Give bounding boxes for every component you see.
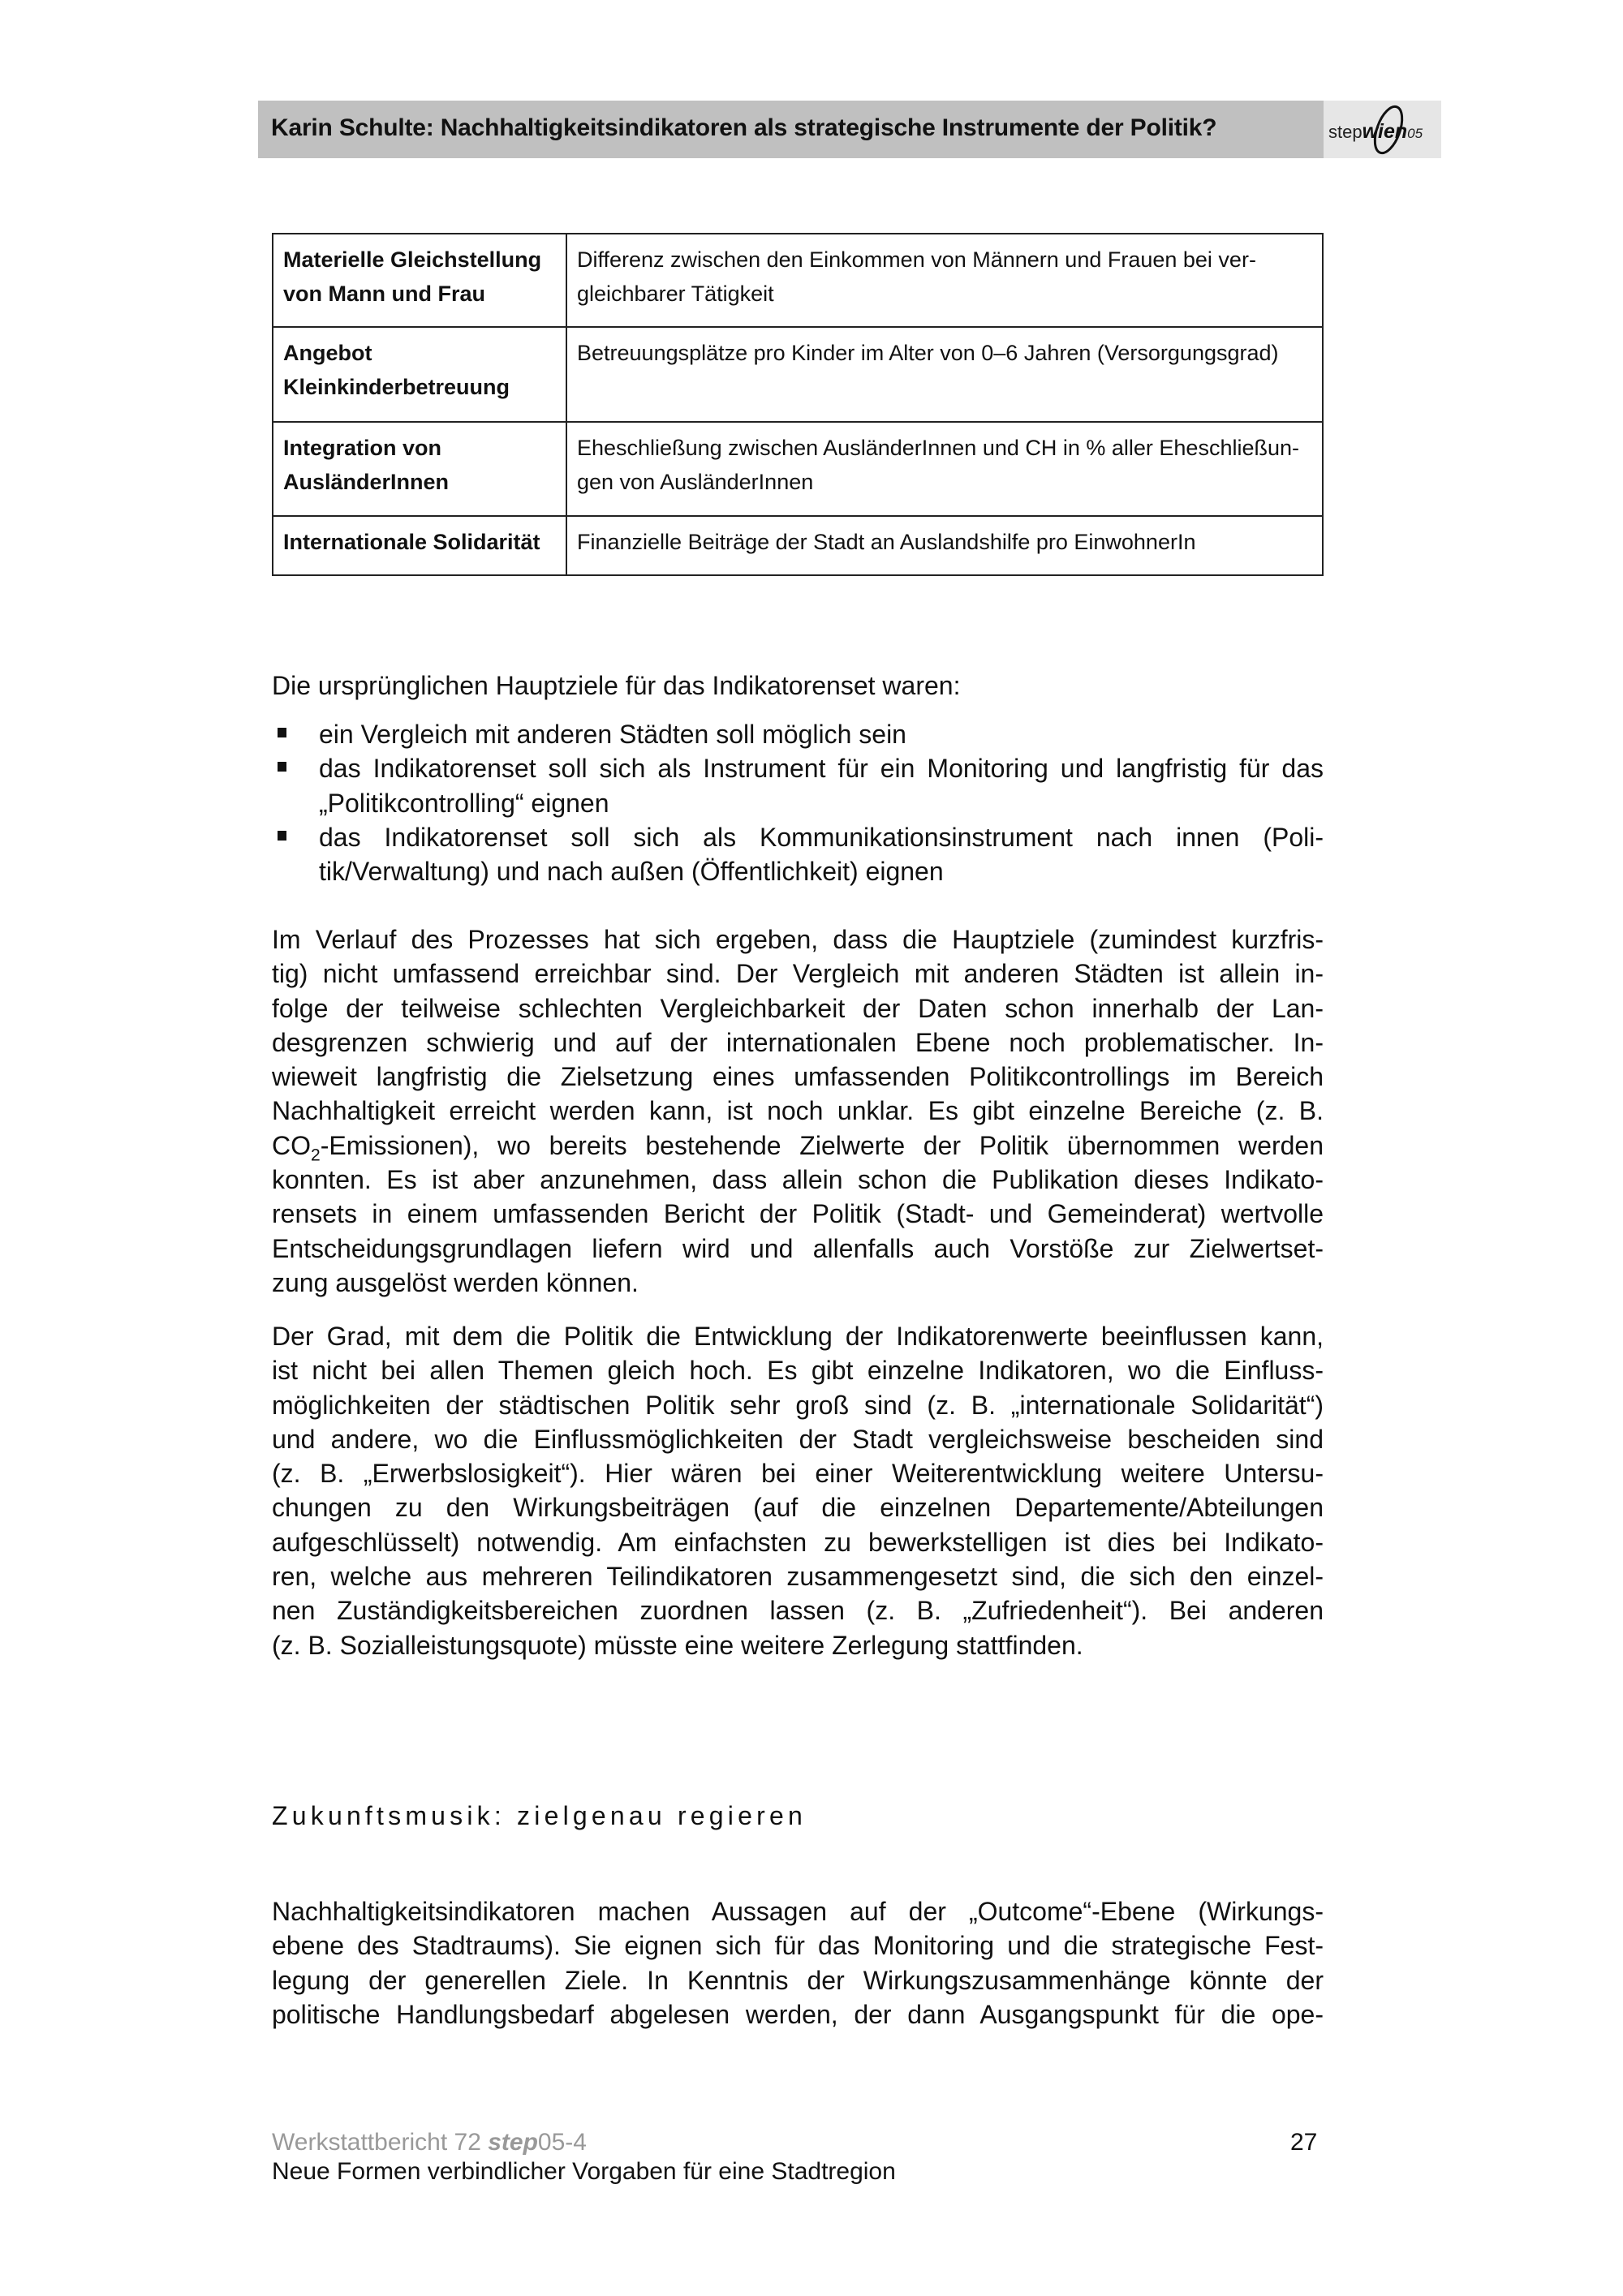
cell-line: Betreuungsplätze pro Kinder im Alter von 0–6 Jahren (Versorgungsgrad) [577, 341, 1279, 365]
list-item [272, 717, 1324, 751]
text-line: (z. B. „Erwerbslosigkeit“). Hier wären bei einer Weiterentwicklung weitere Untersu- [272, 1459, 1324, 1489]
text-line: folge der teilweise schlechten Vergleichbarkeit der Daten schon innerhalb der Lan- [272, 993, 1324, 1023]
header-title: Karin Schulte: Nachhaltigkeitsindikatoren als strategische Instrumente der Politik? [271, 114, 1217, 141]
text-line: das Indikatorenset soll sich als Kommunikationsinstrument nach innen (Poli- [319, 822, 1324, 852]
indicator-table [272, 233, 1324, 576]
text-line: tig) nicht umfassend erreichbar sind. Der Vergleich mit anderen Städten ist allein in- [272, 959, 1324, 989]
cell-line: Integration von [283, 436, 441, 460]
indicator-definition [566, 234, 1323, 327]
goal-list [272, 717, 1324, 888]
paragraph [272, 922, 1324, 1300]
table-row [273, 327, 1323, 422]
footer-subtitle: Neue Formen verbindlicher Vorgaben für eine Stadtregion [272, 2158, 896, 2185]
text-line: desgrenzen schwierig und auf der internationalen Ebene noch problematischer. In- [272, 1027, 1324, 1057]
cell-line: gleichbarer Tätigkeit [577, 282, 774, 306]
text-line: aufgeschlüsselt) notwendig. Am einfachsten zu bewerkstelligen ist dies bei Indikato- [272, 1527, 1324, 1557]
text-segment: -Emissionen), wo bereits bestehende Zielwerte der Politik übernommen werden [320, 1130, 1324, 1160]
paragraph [272, 1319, 1324, 1662]
text-line: Im Verlauf des Prozesses hat sich ergeben, dass die Hauptziele (zumindest kurzfris- [272, 925, 1324, 954]
footer-series-text: Werkstattbericht 72 [272, 2129, 489, 2156]
text-line: Nachhaltigkeit erreicht werden kann, ist noch unklar. Es gibt einzelne Bereiche (z. B. [272, 1096, 1324, 1126]
text-line: rensets in einem umfassenden Bericht der Politik (Stadt- und Gemeinderat) wertvolle [272, 1199, 1324, 1229]
intro-line: Die ursprünglichen Hauptziele für das Indikatorenset waren: [272, 671, 961, 700]
text-line: politische Handlungsbedarf abgelesen werden, der dann Ausgangspunkt für die ope- [272, 1999, 1324, 2029]
footer-series-number: 05-4 [537, 2129, 587, 2156]
text-line: (z. B. Sozialleistungsquote) müsste eine weitere Zerlegung stattfinden. [272, 1630, 1083, 1660]
text-line: Nachhaltigkeitsindikatoren machen Aussagen auf der „Outcome“-Ebene (Wirkungs- [272, 1897, 1324, 1926]
cell-line: AusländerInnen [283, 470, 450, 494]
text-line: und andere, wo die Einflussmöglichkeiten der Stadt vergleichsweise bescheiden sind [272, 1424, 1324, 1454]
svg-text:stepwien05: stepwien05 [1328, 120, 1423, 143]
text-line: ein Vergleich mit anderen Städten soll möglich sein [319, 720, 906, 749]
cell-line: Eheschließung zwischen AusländerInnen und CH in % aller Eheschließun- [577, 436, 1299, 460]
paragraph [272, 1894, 1324, 2032]
cell-line: Angebot [283, 341, 372, 365]
cell-line: Materielle Gleichstellung [283, 247, 542, 272]
square-bullet-icon [278, 762, 286, 772]
page-number: 27 [1290, 2129, 1318, 2156]
indicator-definition [566, 327, 1323, 422]
cell-line: gen von AusländerInnen [577, 470, 814, 494]
text-line [272, 1129, 1324, 1163]
footer-series [272, 2129, 587, 2156]
indicator-name [273, 234, 566, 327]
cell-line: von Mann und Frau [283, 282, 485, 306]
list-item [272, 820, 1324, 889]
intro-text [272, 669, 1324, 703]
table-row [273, 422, 1323, 516]
indicator-name [273, 422, 566, 516]
logo-graphic [1324, 101, 1441, 158]
cell-line: Finanzielle Beiträge der Stadt an Auslandshilfe pro EinwohnerIn [577, 530, 1196, 554]
text-line: tik/Verwaltung) und nach außen (Öffentlichkeit) eignen [319, 857, 944, 887]
text-line: das Indikatorenset soll sich als Instrument für ein Monitoring und langfristig für das [319, 754, 1324, 784]
text-line: wieweit langfristig die Zielsetzung eines umfassenden Politikcontrollings im Bereich [272, 1062, 1324, 1092]
text-line: legung der generellen Ziele. In Kenntnis der Wirkungszusammenhänge könnte der [272, 1965, 1324, 1995]
step-wien-logo [1324, 101, 1441, 158]
cell-line: Differenz zwischen den Einkommen von Männern und Frauen bei ver- [577, 247, 1256, 272]
text-line: Entscheidungsgrundlagen liefern wird und allenfalls auch Vorstöße zur Zielwertset- [272, 1233, 1324, 1263]
footer-series-step: step [488, 2129, 538, 2156]
section-heading: Zukunftsmusik: zielgenau regieren [272, 1801, 807, 1830]
table-row [273, 234, 1323, 327]
text-line: möglichkeiten der städtischen Politik sehr groß sind (z. B. „internationale Solidarität“) [272, 1390, 1324, 1420]
text-line: nen Zuständigkeitsbereichen zuordnen lassen (z. B. „Zufriedenheit“). Bei anderen [272, 1596, 1324, 1626]
square-bullet-icon [278, 728, 286, 737]
subscript: 2 [311, 1146, 321, 1165]
text-line: chungen zu den Wirkungsbeiträgen (auf die einzelnen Departemente/Abteilungen [272, 1493, 1324, 1523]
text-line: „Politikcontrolling“ eignen [319, 788, 609, 818]
indicator-definition [566, 422, 1323, 516]
indicator-definition [566, 516, 1323, 575]
table-row [273, 516, 1323, 575]
running-header [258, 101, 1324, 158]
list-item [272, 751, 1324, 820]
text-line: konnten. Es ist aber anzunehmen, dass allein schon die Publikation dieses Indikato- [272, 1165, 1324, 1195]
cell-line: Kleinkinderbetreuung [283, 375, 510, 399]
text-line: Der Grad, mit dem die Politik die Entwicklung der Indikatorenwerte beeinflussen kann, [272, 1322, 1324, 1351]
text-line: ist nicht bei allen Themen gleich hoch. Es gibt einzelne Indikatoren, wo die Einfluss- [272, 1356, 1324, 1386]
indicator-name [273, 327, 566, 422]
cell-line: Internationale Solidarität [283, 530, 540, 554]
text-line: ebene des Stadtraums). Sie eignen sich für das Monitoring und die strategische Fest- [272, 1931, 1324, 1961]
text-line: zung ausgelöst werden können. [272, 1267, 639, 1297]
indicator-name [273, 516, 566, 575]
text-line: ren, welche aus mehreren Teilindikatoren zusammengesetzt sind, die sich den einzel- [272, 1562, 1324, 1592]
square-bullet-icon [278, 831, 286, 841]
text-segment: CO [272, 1130, 311, 1160]
